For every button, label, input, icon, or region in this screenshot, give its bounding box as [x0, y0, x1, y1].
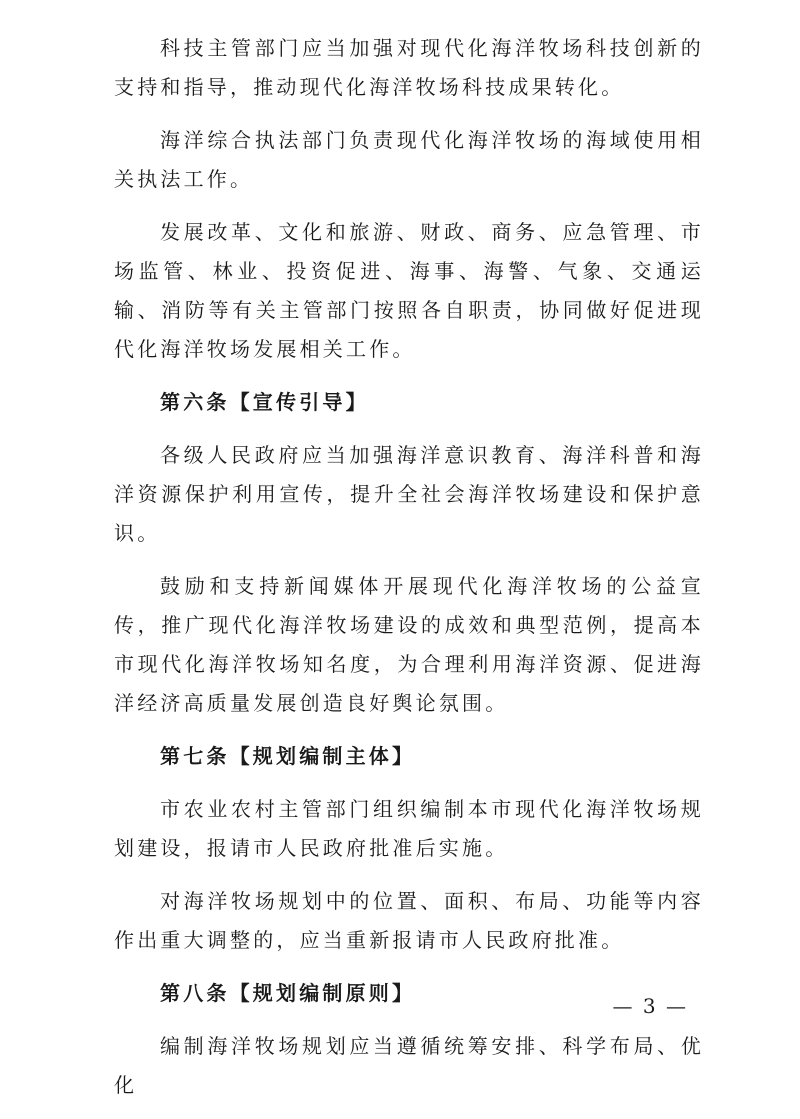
article-heading: 第六条【宣传引导】	[160, 390, 369, 414]
article-heading: 第八条【规划编制原则】	[160, 981, 416, 1005]
document-body	[114, 29, 704, 1119]
paragraph: 发展改革、文化和旅游、财政、商务、应急管理、市场监管、林业、投资促进、海事、海警、气象、交通运输、消防等有关主管部门按照各自职责，协同做好促进现代化海洋牧场发展相关工作。	[114, 220, 704, 361]
paragraph: 对海洋牧场规划中的位置、面积、布局、功能等内容作出重大调整的，应当重新报请市人民政府批准。	[114, 889, 704, 952]
paragraph: 科技主管部门应当加强对现代化海洋牧场科技创新的支持和指导，推动现代化海洋牧场科技成果转化。	[114, 36, 704, 99]
page-number: — 3 —	[612, 994, 688, 1018]
paragraph: 鼓励和支持新闻媒体开展现代化海洋牧场的公益宣传，推广现代化海洋牧场建设的成效和典型范例，提高本市现代化海洋牧场知名度，为合理利用海洋资源、促进海洋经济高质量发展创造良好舆论氛围。	[114, 574, 704, 715]
article-heading: 第七条【规划编制主体】	[160, 744, 416, 768]
paragraph: 市农业农村主管部门组织编制本市现代化海洋牧场规划建设，报请市人民政府批准后实施。	[114, 797, 704, 860]
paragraph: 海洋综合执法部门负责现代化海洋牧场的海域使用相关执法工作。	[114, 128, 704, 191]
paragraph: 编制海洋牧场规划应当遵循统筹安排、科学布局、优化	[114, 1034, 704, 1097]
paragraph: 各级人民政府应当加强海洋意识教育、海洋科普和海洋资源保护利用宣传，提升全社会海洋牧场建设和保护意识。	[114, 443, 704, 545]
